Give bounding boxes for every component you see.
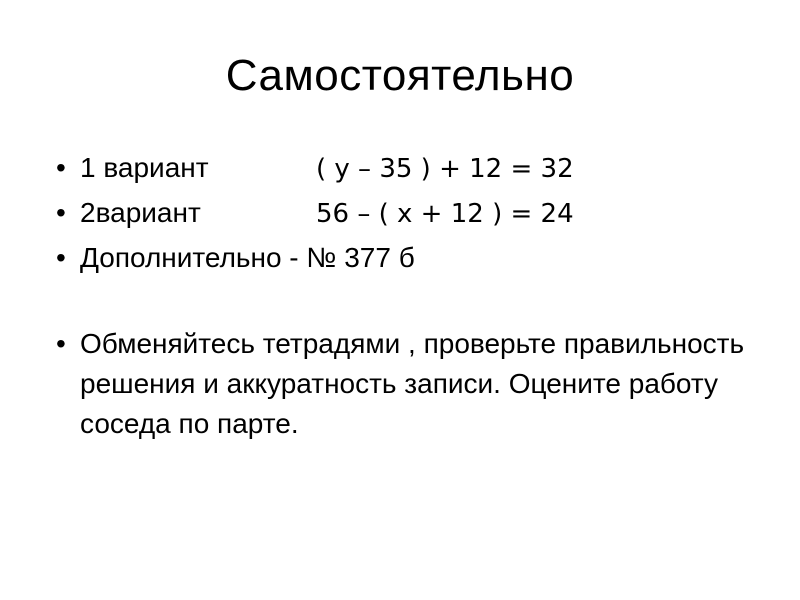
bullet-dot-icon: •	[56, 152, 66, 183]
bullet-item-instructions	[56, 324, 746, 444]
bullet-item-variant-1	[56, 146, 746, 191]
bullet-dot-icon: •	[56, 328, 66, 359]
variant-label: 2вариант	[80, 197, 201, 228]
extra-task-text: Дополнительно - № 377 б	[80, 242, 415, 273]
variant-label: 1 вариант	[80, 152, 209, 183]
bullet-list	[56, 146, 746, 444]
bullet-dot-icon: •	[56, 197, 66, 228]
bullet-dot-icon: •	[56, 242, 66, 273]
bullet-item-variant-2	[56, 191, 746, 236]
equation-text: ( у – 35 ) + 12 = 32	[316, 154, 574, 184]
instructions-text: Обменяйтесь тетрадями , проверьте правильность решения и аккуратность записи. Оцените работу соседа по парте.	[80, 328, 745, 439]
slide-title: Самостоятельно	[225, 51, 575, 100]
bullet-item-extra	[56, 236, 746, 280]
equation-text: 56 – ( х + 12 ) = 24	[316, 199, 574, 229]
